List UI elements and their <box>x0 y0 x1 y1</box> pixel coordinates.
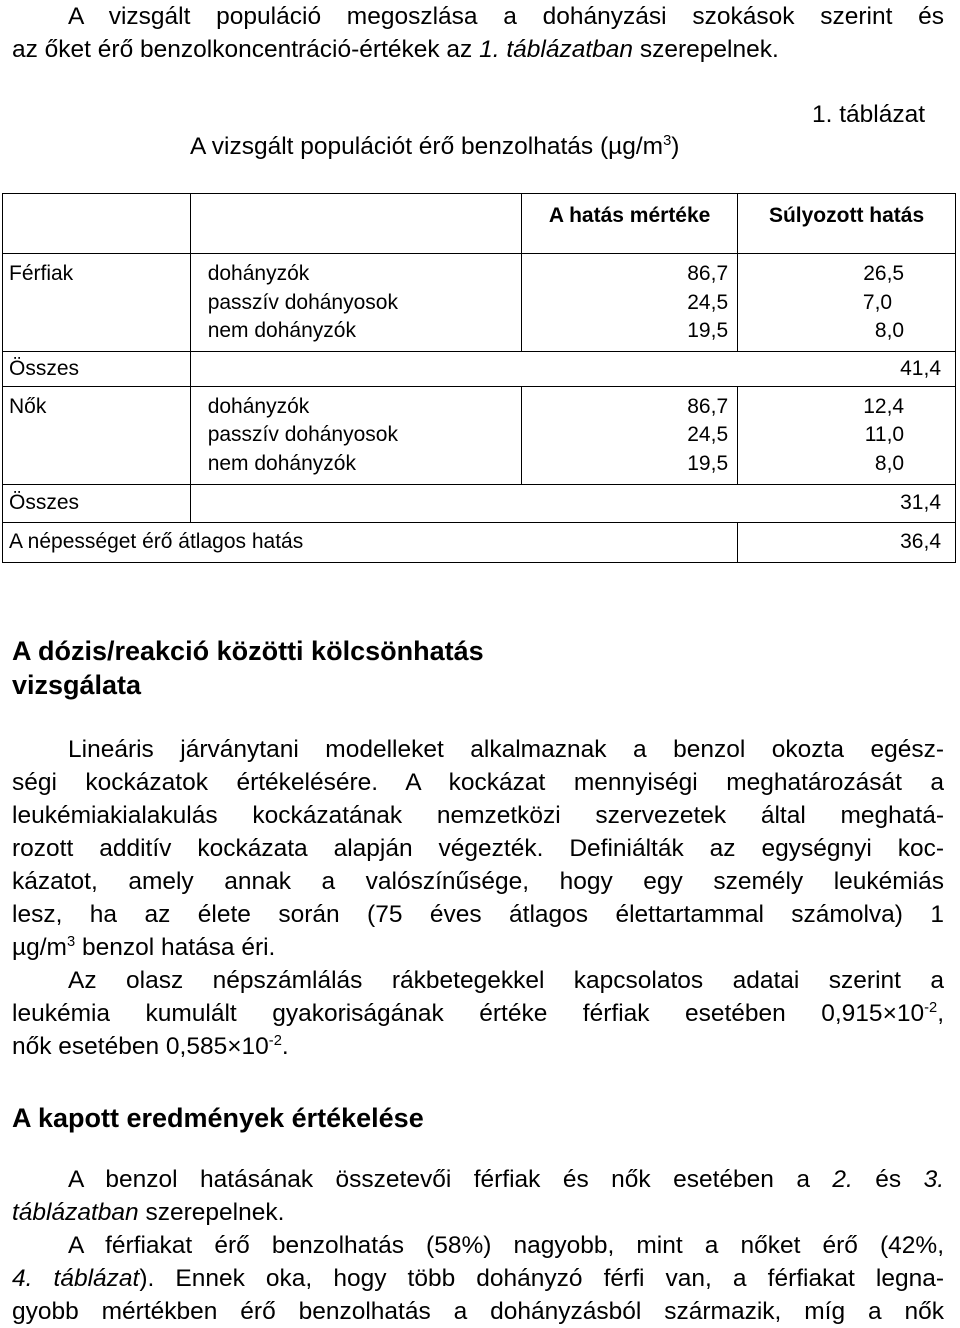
section1-heading: A dózis/reakció közötti kölcsönhatás vizsgálata <box>12 636 484 700</box>
intro-line-2: az őket érő benzolkoncentráció-értékek az 1. táblázatban szerepelnek. <box>12 36 779 63</box>
women-total-label: Összes <box>3 484 191 522</box>
women-rows <box>3 386 956 484</box>
men-total: 41,4 <box>190 352 955 386</box>
table-header-row <box>3 194 956 254</box>
men-measures: 86,7 24,5 19,5 <box>522 254 738 352</box>
table-title: A vizsgált populációt érő benzolhatás $(\mu g/m^3)$ <box>190 132 680 160</box>
intro-line-1: A vizsgált populáció megoszlása a dohányzási szokások szerint és <box>68 3 944 30</box>
men-rows <box>3 254 956 352</box>
average-label: A népességet érő átlagos hatás <box>3 522 738 562</box>
women-label: Nők <box>3 386 191 484</box>
women-total: 31,4 <box>190 484 955 522</box>
benzene-exposure-table <box>2 193 956 563</box>
table-label: 1. táblázat <box>812 101 926 128</box>
section2-paragraph-2: A férfiakat érő benzolhatás (58%) nagyobb, mint a nőket érő (42%, 4. táblázat). Ennek oka, hogy több dohányzó férfi van, a férfiakat legna- gyobb mértékben érő benzolhatás a dohányzásból származik, míg a nők <box>12 1232 944 1325</box>
men-label: Férfiak <box>3 254 191 352</box>
men-total-row <box>3 352 956 386</box>
women-weighted: 12,4 11,0 8,0 <box>738 386 956 484</box>
average-value: 36,4 <box>738 522 956 562</box>
women-categories: dohányzók passzív dohányosok nem dohányzók <box>190 386 521 484</box>
women-measures: 86,7 24,5 19,5 <box>522 386 738 484</box>
average-row <box>3 522 956 562</box>
men-categories: dohányzók passzív dohányosok nem dohányzók <box>190 254 521 352</box>
header-weighted: Súlyozott hatás <box>738 194 956 254</box>
section2-paragraph-1: A benzol hatásának összetevői férfiak és nők esetében a 2. és 3. táblázatban szerepelnek. <box>12 1166 944 1226</box>
men-total-label: Összes <box>3 352 191 386</box>
section1-paragraph-2: Az olasz népszámlálás rákbetegekkel kapcsolatos adatai szerint a leukémia kumulált gyakoriságának értéke férfiak esetében $0,915\times 10^{-2}$, nők esetében $0,585\times 10^{-2}$. <box>12 967 944 1060</box>
women-total-row <box>3 484 956 522</box>
section1-paragraph-1: Lineáris járványtani modelleket alkalmaznak a benzol okozta egész- ségi kockázatok értékelésére. A kockázat mennyiségi meghatározását a leukémiakialakulás kockázatának nemzetközi szervezetek által meghatá- rozott additív kockázata alapján végezték. Definiálták az egységnyi koc- kázatot, amely annak a valószínűsége, hogy egy személy leukémiás lesz, ha az élete során (75 éves átlagos élettartammal számolva) 1 $\mu g/m^3$ benzol hatása éri. <box>12 736 944 961</box>
section2-heading: A kapott eredmények értékelése <box>12 1103 424 1133</box>
header-measure: A hatás mértéke <box>522 194 738 254</box>
men-weighted: 26,5 7,0 8,0 <box>738 254 956 352</box>
